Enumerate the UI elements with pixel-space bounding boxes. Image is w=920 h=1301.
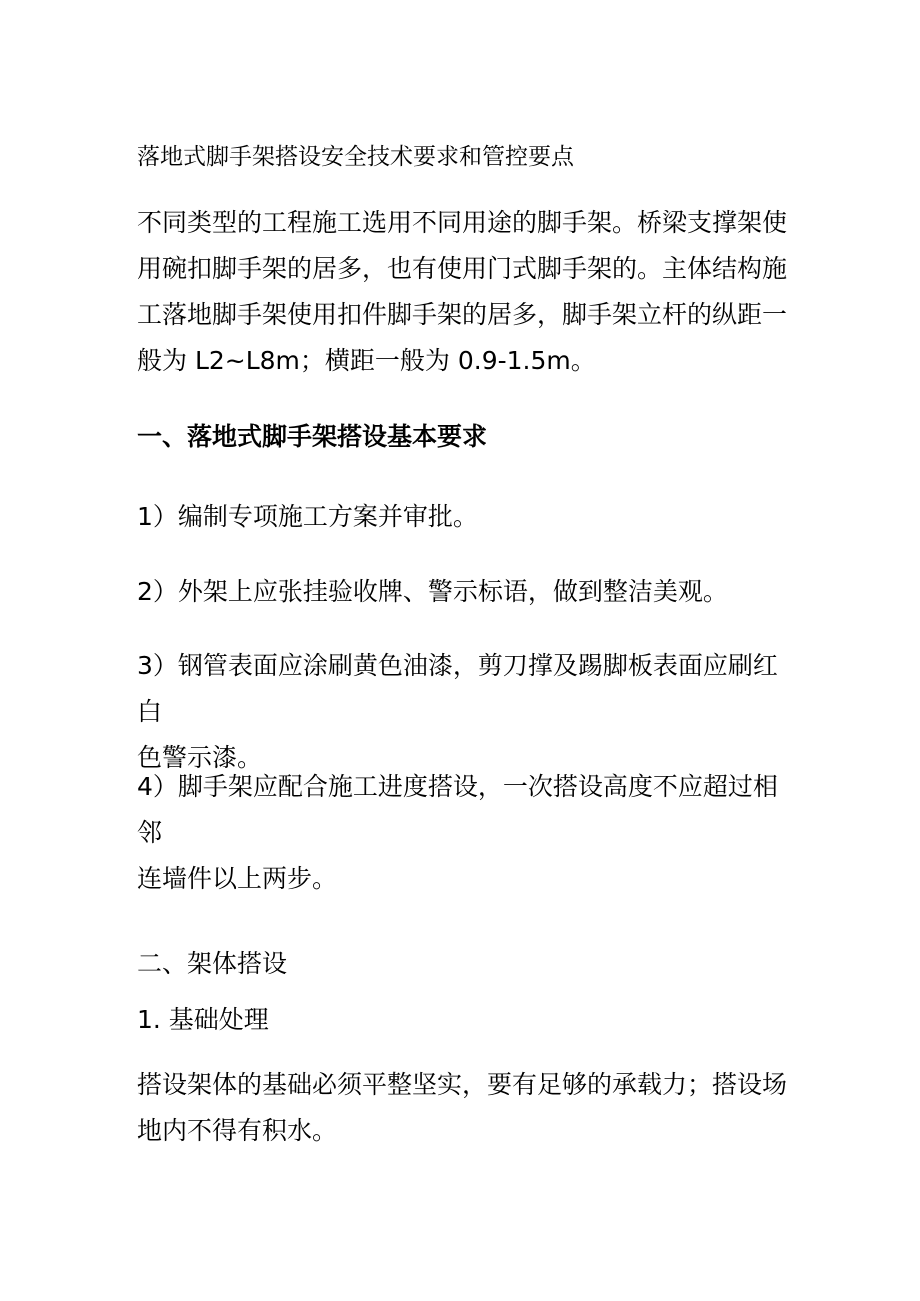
- subsection-heading: 1. 基础处理: [137, 1005, 269, 1034]
- section-2-heading: 二、架体搭设: [137, 949, 288, 978]
- requirement-item-1: 1）编制专项施工方案并审批。: [137, 502, 478, 531]
- document-title: 落地式脚手架搭设安全技术要求和管控要点: [137, 144, 574, 170]
- section-1-heading: 一、落地式脚手架搭设基本要求: [137, 422, 488, 451]
- intro-paragraph: 不同类型的工程施工选用不同用途的脚手架。桥梁支撑架使 用碗扣脚手架的居多，也有使用门式脚手架的。主体结构施 工落地脚手架使用扣件脚手架的居多，脚手架立杆的纵距一 般为 L2~L8m；横距一般为 0.9-1.5m。: [137, 208, 788, 375]
- requirement-item-3: 3）钢管表面应涂刷黄色油漆，剪刀撑及踢脚板表面应刷红白 色警示漆。: [137, 651, 778, 772]
- foundation-paragraph: 搭设架体的基础必须平整坚实，要有足够的承载力；搭设场 地内不得有积水。: [137, 1070, 788, 1145]
- requirement-item-4: 4）脚手架应配合施工进度搭设，一次搭设高度不应超过相邻 连墙件以上两步。: [137, 772, 778, 893]
- requirement-item-2: 2）外架上应张挂验收牌、警示标语，做到整洁美观。: [137, 577, 728, 606]
